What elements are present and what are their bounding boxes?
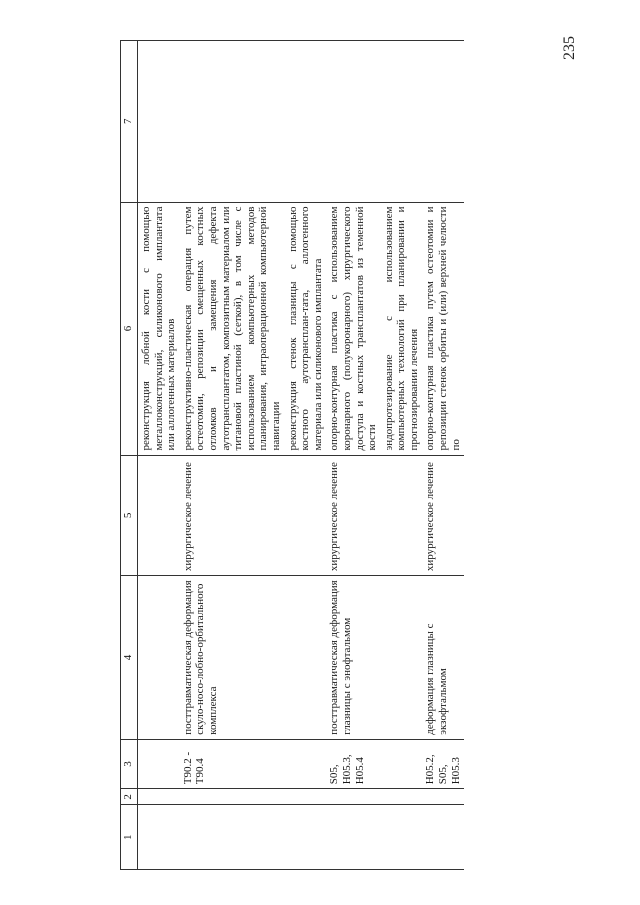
column-header: 2: [121, 789, 138, 805]
method-cell: реконструкция стенок глазницы с помощью костного аутотрансплан-тата, аллогенного материала или силиконового имплантата: [285, 202, 327, 455]
diagnosis-cell: [285, 576, 327, 740]
diagnosis-cell: посттравматическая деформация глазницы с энофтальмом: [326, 576, 380, 740]
method-cell: опорно-контурная пластика с использованием коронарного (полукоронарного) хирургического доступа и костных трансплантатов из теменной кости: [326, 202, 380, 455]
icd-codes-cell: [381, 739, 423, 789]
table-row: [326, 41, 380, 870]
diagnosis-cell: посттравматическая деформация скуло-носо-лобно-орбитального комплекса: [180, 576, 285, 740]
method-cell: опорно-контурная пластика путем остеотомии и репозиции стенок орбиты и (или) верхней челюсти по: [422, 202, 464, 455]
diagnosis-cell: [138, 576, 180, 740]
table-header-row: [121, 41, 138, 870]
diagnosis-cell: [381, 576, 423, 740]
page-number: 235: [561, 36, 578, 60]
table-row: [138, 41, 180, 870]
column-header: 5: [121, 455, 138, 576]
table-row: [180, 41, 285, 870]
column-header: 7: [121, 41, 138, 203]
treatment-type-cell: [381, 455, 423, 576]
column-header: 6: [121, 202, 138, 455]
treatment-type-cell: [285, 455, 327, 576]
treatment-table: [120, 40, 464, 870]
icd-codes-cell: [285, 739, 327, 789]
treatment-type-cell: хирургическое лечение: [180, 455, 285, 576]
column-header: 4: [121, 576, 138, 740]
column-header: 3: [121, 739, 138, 789]
icd-codes-cell: T90.2 - T90.4: [180, 739, 285, 789]
table-row: [422, 41, 464, 870]
icd-codes-cell: [138, 739, 180, 789]
method-cell: эндопротезирование с использованием компьютерных технологий при планировании и прогнозировании лечения: [381, 202, 423, 455]
column-header: 1: [121, 805, 138, 870]
method-cell: реконструкция лобной кости с помощью металлоконструкций, силиконового имплантата или аллогенных материалов: [138, 202, 180, 455]
table-row: [285, 41, 327, 870]
diagnosis-cell: деформация глазницы с экзофтальмом: [422, 576, 464, 740]
rotated-table-container: [120, 40, 600, 870]
treatment-type-cell: хирургическое лечение: [326, 455, 380, 576]
icd-codes-cell: S05, H05.3, H05.4: [326, 739, 380, 789]
table-row: [381, 41, 423, 870]
icd-codes-cell: H05.2, S05, H05.3: [422, 739, 464, 789]
method-cell: реконструктивно-пластическая операция путем остеотомии, репозиции смещенных костных отломков и замещения дефекта аутотрансплантатом, композитным материалом или титановой пластиной (сеткой), в том числе с использованием компьютерных методов планирования, интраоперационной компьютерной навигации: [180, 202, 285, 455]
treatment-type-cell: хирургическое лечение: [422, 455, 464, 576]
treatment-type-cell: [138, 455, 180, 576]
